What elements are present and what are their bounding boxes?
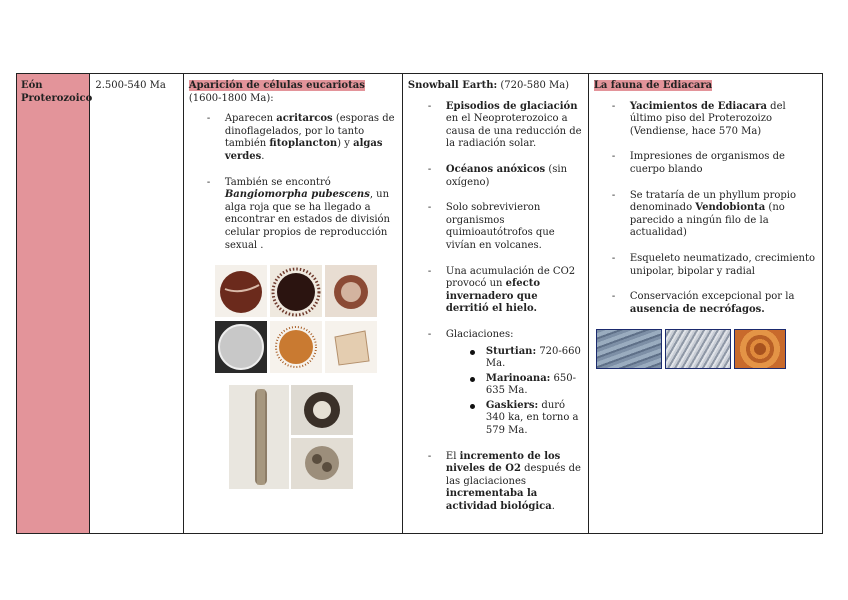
eon-label: Eón Proterozoico bbox=[21, 80, 93, 104]
fossil-photo-2 bbox=[665, 329, 731, 369]
ediacara-cell bbox=[588, 74, 822, 534]
ediacara-list bbox=[594, 101, 817, 317]
list-item: - Una acumulación de CO2 provocó un efecto invernadero que derritió el hielo. bbox=[446, 266, 583, 316]
snowball-list bbox=[408, 101, 583, 514]
list-item: Gaskiers: duró 340 ka, en torno a 579 Ma. bbox=[486, 400, 583, 438]
list-item: - Conservación excepcional por la ausencia de necrófagos. bbox=[630, 291, 817, 316]
fossil-photo-3 bbox=[734, 329, 786, 369]
list-item: - Impresiones de organismos de cuerpo blando bbox=[630, 151, 817, 176]
snowball-cell bbox=[402, 74, 588, 534]
list-item: - Se trataría de un phyllum propio denominado Vendobionta (no parecido a ningún filo de la actualidad) bbox=[630, 190, 817, 240]
table-row bbox=[17, 74, 823, 534]
proterozoic-table bbox=[16, 73, 823, 534]
list-item: - Glaciaciones: Sturtian: 720-660 Ma. Marinoana: 650-635 Ma. Gaskiers: duró 340 ka, en torno a 579 Ma. bbox=[446, 329, 583, 438]
list-item: - Yacimientos de Ediacara del último piso del Proterozoizo (Vendiense, hace 570 Ma) bbox=[630, 101, 817, 139]
list-item: Sturtian: 720-660 Ma. bbox=[485, 345, 581, 370]
period-label: 2.500-540 Ma bbox=[95, 80, 166, 91]
eukaryote-cell bbox=[183, 74, 402, 534]
list-item: - También se encontró Bangiomorpha pubescens, un alga roja que se ha llegado a encontrar en estados de división celular propios de reproducción sexual . bbox=[225, 177, 397, 253]
acritarch-fossil-micrographs bbox=[215, 265, 380, 375]
period-cell bbox=[90, 74, 183, 534]
eon-cell bbox=[17, 74, 93, 534]
eukaryote-heading: Aparición de células eucariotas (1600-1800 Ma): bbox=[188, 80, 365, 104]
ediacara-heading: La fauna de Ediacara bbox=[593, 80, 713, 91]
bangiomorpha-filament-micrographs bbox=[229, 385, 354, 490]
list-item: - Solo sobrevivieron organismos quimioautótrofos que vivían en volcanes. bbox=[446, 202, 583, 252]
list-item: - Esqueleto neumatizado, crecimiento unipolar, bipolar y radial bbox=[630, 253, 817, 278]
list-item: Marinoana: 650-635 Ma. bbox=[486, 373, 583, 398]
list-item: - Océanos anóxicos (sin oxígeno) bbox=[446, 164, 583, 189]
eukaryote-list bbox=[189, 113, 397, 252]
fossil-photo-1 bbox=[596, 329, 662, 369]
snowball-heading: Snowball Earth: (720-580 Ma) bbox=[407, 80, 570, 91]
ediacara-fossil-photos bbox=[596, 329, 817, 369]
list-item: - Episodios de glaciación en el Neoproterozoico a causa de una reducción de la radiación solar. bbox=[446, 101, 583, 151]
glaciation-list bbox=[446, 346, 583, 438]
microfossil-images bbox=[215, 265, 397, 495]
list-item: - El incremento de los niveles de O2 después de las glaciaciones incrementaba la actividad biológica. bbox=[446, 451, 583, 514]
list-item: - Aparecen acritarcos (esporas de dinoflagelados, por lo tanto también fitoplancton) y algas verdes. bbox=[225, 113, 397, 163]
